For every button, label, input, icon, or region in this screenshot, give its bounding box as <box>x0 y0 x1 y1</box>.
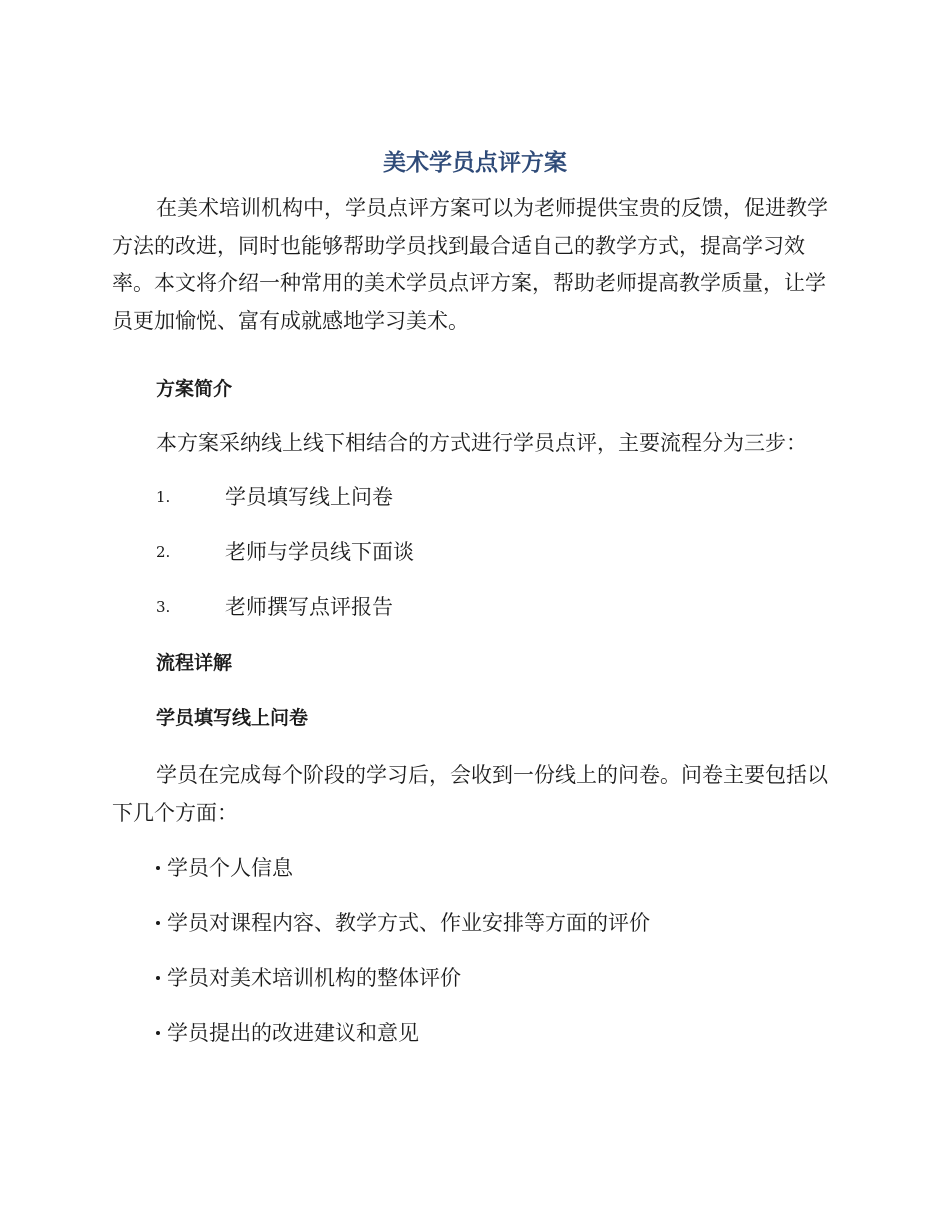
bullet-item <box>156 908 650 938</box>
step-number: 2. <box>156 543 171 561</box>
step-text: 老师与学员线下面谈 <box>225 540 414 564</box>
bullet-item <box>156 1018 419 1048</box>
step-number: 3. <box>156 598 171 616</box>
bullet-dot-icon <box>156 866 160 870</box>
step-text: 学员填写线上问卷 <box>225 485 393 509</box>
bullet-dot-icon <box>156 921 160 925</box>
bullet-item-text: 学员个人信息 <box>167 856 293 880</box>
step-number: 1. <box>156 488 171 506</box>
subsection-heading-questionnaire: 学员填写线上问卷 <box>156 707 309 729</box>
questionnaire-paragraph: 学员在完成每个阶段的学习后，会收到一份线上的问卷。问卷主要包括以下几个方面： <box>112 763 828 825</box>
step-text: 老师撰写点评报告 <box>225 595 393 619</box>
bullet-item-text: 学员提出的改进建议和意见 <box>167 1021 419 1045</box>
bullet-item-text: 学员对课程内容、教学方式、作业安排等方面的评价 <box>167 911 650 935</box>
document-title: 美术学员点评方案 <box>383 150 567 176</box>
overview-paragraph: 本方案采纳线上线下相结合的方式进行学员点评，主要流程分为三步： <box>156 431 807 455</box>
bullet-dot-icon <box>156 976 160 980</box>
section-heading-overview: 方案简介 <box>156 378 233 400</box>
intro-paragraph: 在美术培训机构中，学员点评方案可以为老师提供宝贵的反馈，促进教学方法的改进，同时也能够帮助学员找到最合适自己的教学方式，提高学习效率。本文将介绍一种常用的美术学员点评方案，帮助老师提高教学质量，让学员更加愉悦、富有成就感地学习美术。 <box>112 196 828 333</box>
bullet-item <box>156 963 461 993</box>
section-heading-process: 流程详解 <box>156 652 233 674</box>
bullet-dot-icon <box>156 1031 160 1035</box>
bullet-item <box>156 853 293 883</box>
bullet-item-text: 学员对美术培训机构的整体评价 <box>167 966 461 990</box>
